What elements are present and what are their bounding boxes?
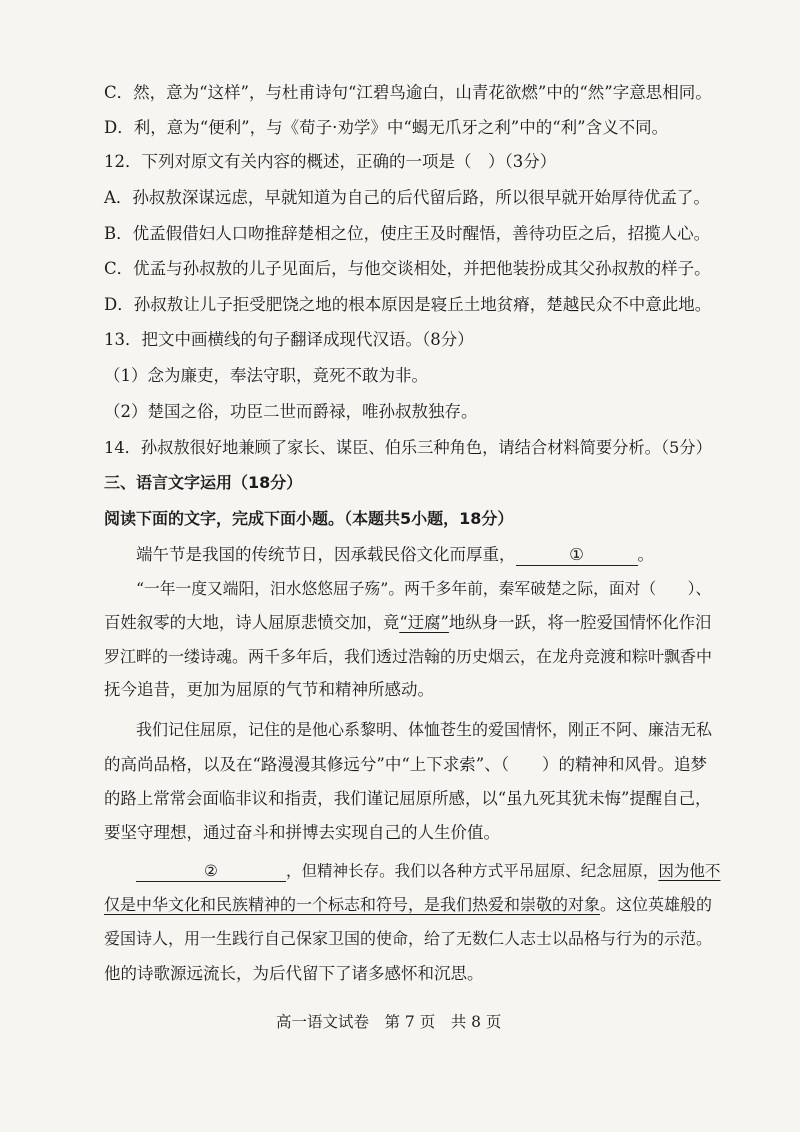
passage-line-12: 爱国诗人，用一生践行自己保家卫国的使命，给了无数仁人志士以品格与行为的示范。	[104, 929, 713, 948]
q13-sentence-1: （1）念为廉吏，奉法守职，竟死不敢为非。	[104, 366, 428, 385]
passage-text: 。这位英雄般的	[600, 895, 713, 914]
q12-option-a: A．孙叔敖深谋远虑，早就知道为自己的后代留后路，所以很早就开始厚待优孟了。	[104, 188, 710, 207]
passage-line-3	[104, 612, 711, 634]
passage-text: 。	[637, 545, 654, 564]
passage-line-10	[136, 860, 720, 882]
passage-line-9: 要坚守理想，通过奋斗和拼博去实现自己的人生价值。	[104, 823, 500, 842]
passage-line-6: 我们记住屈原，记住的是他心系黎明、体恤苍生的爱国情怀，刚正不阿、廉洁无私	[136, 720, 713, 739]
underlined-sentence: 因为他不	[658, 862, 721, 880]
passage-text: ，但精神长存。我们以各种方式平吊屈原、纪念屈原，	[286, 862, 659, 880]
passage-line-1	[136, 544, 654, 566]
passage-line-7: 的高尚品格，以及在“路漫漫其修远兮”中“上下求索”、（ ）的精神和风骨。追梦	[104, 755, 707, 774]
passage-line-4: 罗江畔的一缕诗魂。两千多年后，我们透过浩翰的历史烟云，在龙舟竞渡和粽叶飘香中	[104, 647, 713, 666]
q11-option-c: C．然，意为“这样”，与杜甫诗句“江碧鸟逾白，山青花欲燃”中的“然”字意思相同。	[104, 83, 712, 102]
q11-option-d: D．利，意为“便利”，与《荀子·劝学》中“蝎无爪牙之利”中的“利”含义不同。	[104, 118, 669, 137]
passage-line-5: 抚今追昔，更加为屈原的气节和精神所感动。	[104, 680, 434, 699]
passage-line-2: “一年一度又端阳，汨水悠悠屈子殇”。两千多年前，秦军破楚之际，面对（ ）、	[136, 579, 712, 598]
passage-text: 端午节是我国的传统节日，因承载民俗文化而厚重，	[136, 545, 516, 564]
passage-line-11	[104, 894, 712, 916]
q13-sentence-2: （2）楚国之俗，功臣二世而爵禄，唯孙叔敖独存。	[104, 402, 478, 421]
underlined-word: “迂腐”	[399, 613, 449, 632]
blank-2: ②	[136, 861, 286, 882]
q12-option-c: C．优孟与孙叔敖的儿子见面后，与他交谈相处，并把他装扮成其父孙叔敖的样子。	[104, 259, 711, 278]
q14-stem: 14．孙叔敖很好地兼顾了家长、谋臣、伯乐三种角色，请结合材料简要分析。（5分）	[104, 438, 712, 457]
underlined-sentence: 仅是中华文化和民族精神的一个标志和符号，是我们热爱和崇敬的对象	[104, 895, 601, 914]
q12-option-b: B．优孟假借妇人口吻推辞楚相之位，使庄王及时醒悟，善待功臣之后，招揽人心。	[104, 224, 711, 243]
q12-stem: 12．下列对原文有关内容的概述，正确的一项是（ ）（3分）	[104, 152, 557, 171]
page-footer: 高一语文试卷 第 7 页 共 8 页	[276, 1013, 502, 1031]
passage-text: 百姓叙零的大地，诗人屈原悲愤交加，竟	[104, 613, 400, 632]
q12-option-d: D．孙叔敖让儿子拒受肥饶之地的根本原因是寝丘土地贫瘠，楚越民众不中意此地。	[104, 295, 712, 314]
section-3-title: 三、语言文字运用（18分）	[104, 473, 303, 492]
q13-stem: 13．把文中画横线的句子翻译成现代汉语。（8分）	[104, 330, 474, 349]
passage-text: 地纵身一跃，将一腔爱国情怀化作汨	[448, 613, 712, 632]
passage-line-13: 他的诗歌源远流长，为后代留下了诸多感怀和沉思。	[104, 964, 484, 983]
blank-1: ①	[516, 545, 638, 566]
passage-line-8: 的路上常常会面临非议和指责，我们谨记屈原所感，以“虽九死其犹未悔”提醒自己，	[104, 789, 712, 808]
section-3-instruction: 阅读下面的文字，完成下面小题。（本题共5小题，18分）	[104, 509, 514, 528]
